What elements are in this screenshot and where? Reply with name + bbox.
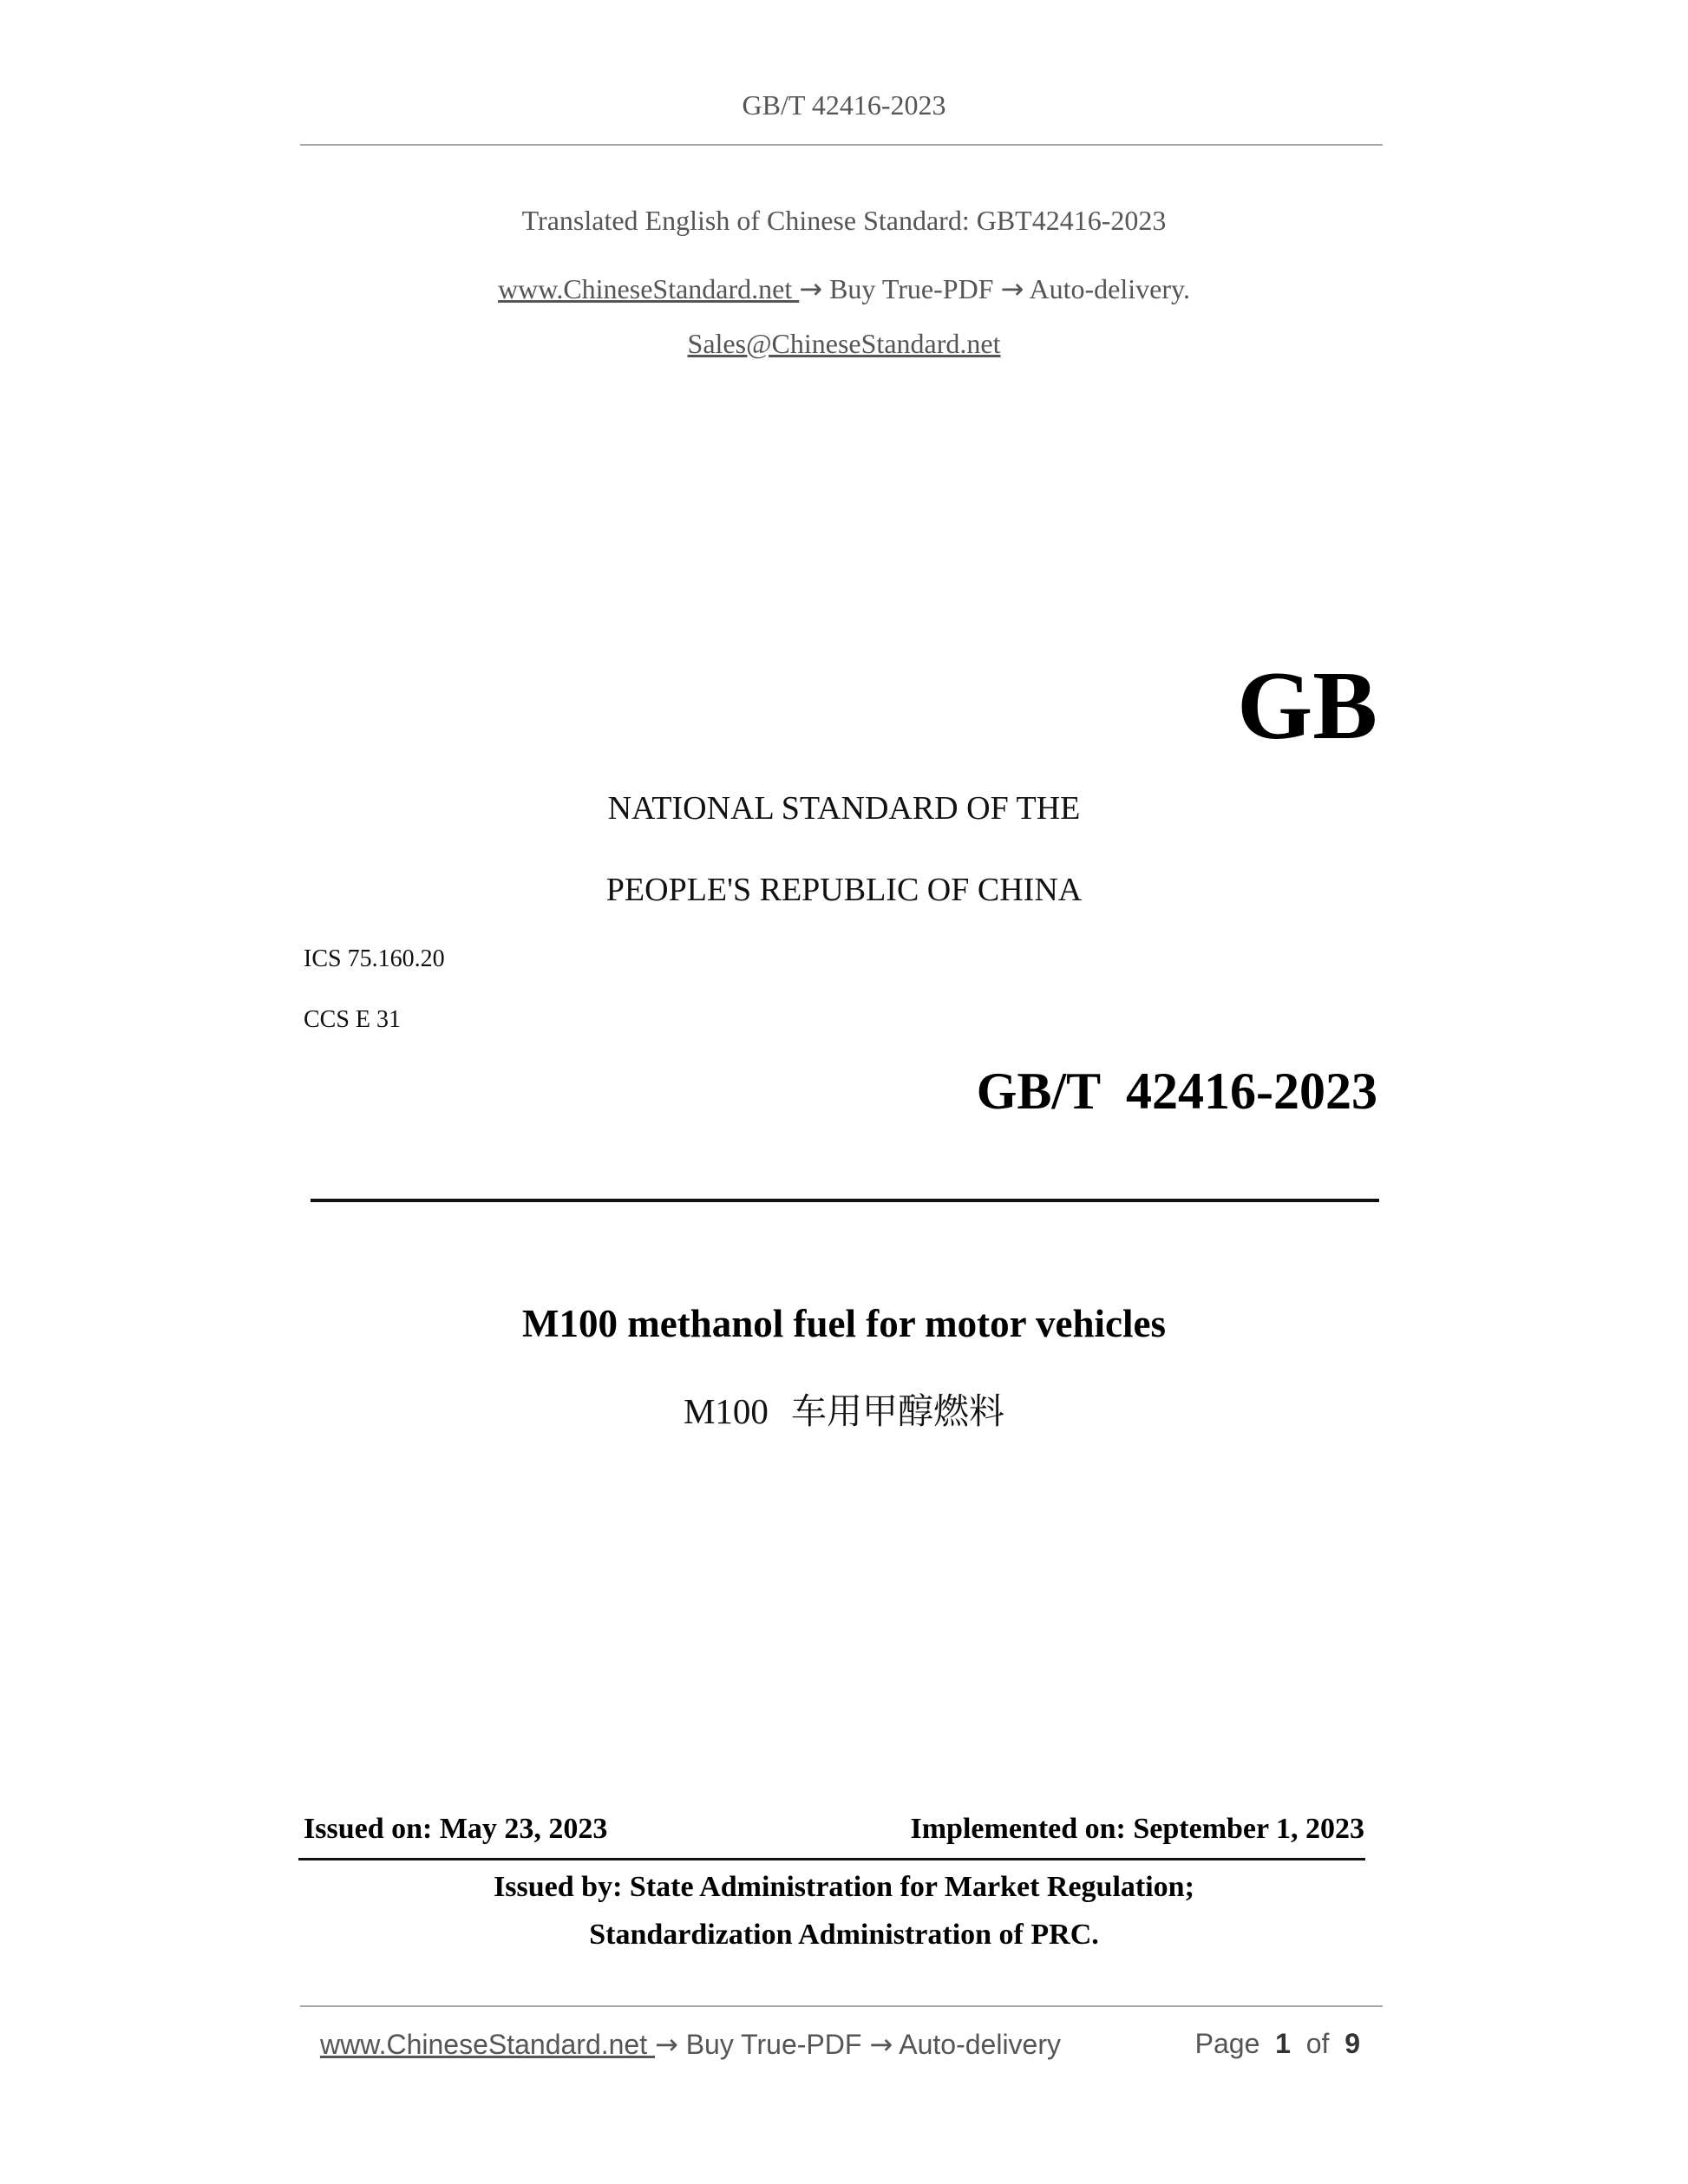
promo-delivery-text: Auto-delivery. <box>1024 273 1190 304</box>
issued-by-line-1: Issued by: State Administration for Market Regulation; <box>494 1871 1194 1903</box>
email-link[interactable]: Sales@ChineseStandard.net <box>687 328 1001 359</box>
title-divider <box>311 1199 1379 1202</box>
page-label: Page <box>1194 2028 1260 2059</box>
footer-website-link[interactable]: www.ChineseStandard.net <box>320 2029 655 2060</box>
arrow-right-icon: → <box>1000 272 1024 305</box>
footer-promo <box>320 2028 1061 2061</box>
email-line <box>0 328 1688 360</box>
page-of-label: of <box>1305 2028 1330 2059</box>
ccs-code: CCS E 31 <box>304 1006 402 1033</box>
national-standard-title-line-2: PEOPLE'S REPUBLIC OF CHINA <box>605 872 1083 908</box>
page-current: 1 <box>1275 2028 1291 2059</box>
website-link[interactable]: www.ChineseStandard.net <box>498 273 800 304</box>
arrow-right-icon: → <box>655 2028 678 2061</box>
translation-notice: Translated English of Chinese Standard: GBT42416-2023 <box>521 205 1167 236</box>
page-indicator <box>1195 2028 1360 2060</box>
issue-divider <box>298 1858 1365 1860</box>
standard-number: GB/T 42416-2023 <box>976 1063 1377 1120</box>
footer-delivery-text: Auto-delivery <box>893 2029 1061 2060</box>
issued-by-line-2: Standardization Administration of PRC. <box>589 1919 1099 1951</box>
header-divider <box>300 144 1383 146</box>
implemented-on-date: Implemented on: September 1, 2023 <box>910 1813 1364 1845</box>
arrow-right-icon: → <box>869 2028 893 2061</box>
issued-on-date: Issued on: May 23, 2023 <box>304 1813 608 1845</box>
arrow-right-icon: → <box>799 272 823 305</box>
promo-buy-text: Buy True-PDF <box>822 273 1001 304</box>
document-title-chinese-code: M100 <box>683 1391 769 1431</box>
document-title-chinese-text: 车用甲醇燃料 <box>791 1390 1005 1432</box>
ics-code: ICS 75.160.20 <box>304 945 445 972</box>
page-total: 9 <box>1345 2028 1360 2059</box>
footer-buy-text: Buy True-PDF <box>677 2029 870 2060</box>
national-standard-title-line-1: NATIONAL STANDARD OF THE <box>607 790 1081 827</box>
document-title-english: M100 methanol fuel for motor vehicles <box>522 1302 1166 1345</box>
gb-mark: GB <box>1237 652 1377 760</box>
running-header: GB/T 42416-2023 <box>742 89 946 121</box>
document-title-chinese <box>0 1383 1688 1434</box>
promo-line <box>0 272 1688 305</box>
footer-divider <box>300 2005 1383 2007</box>
